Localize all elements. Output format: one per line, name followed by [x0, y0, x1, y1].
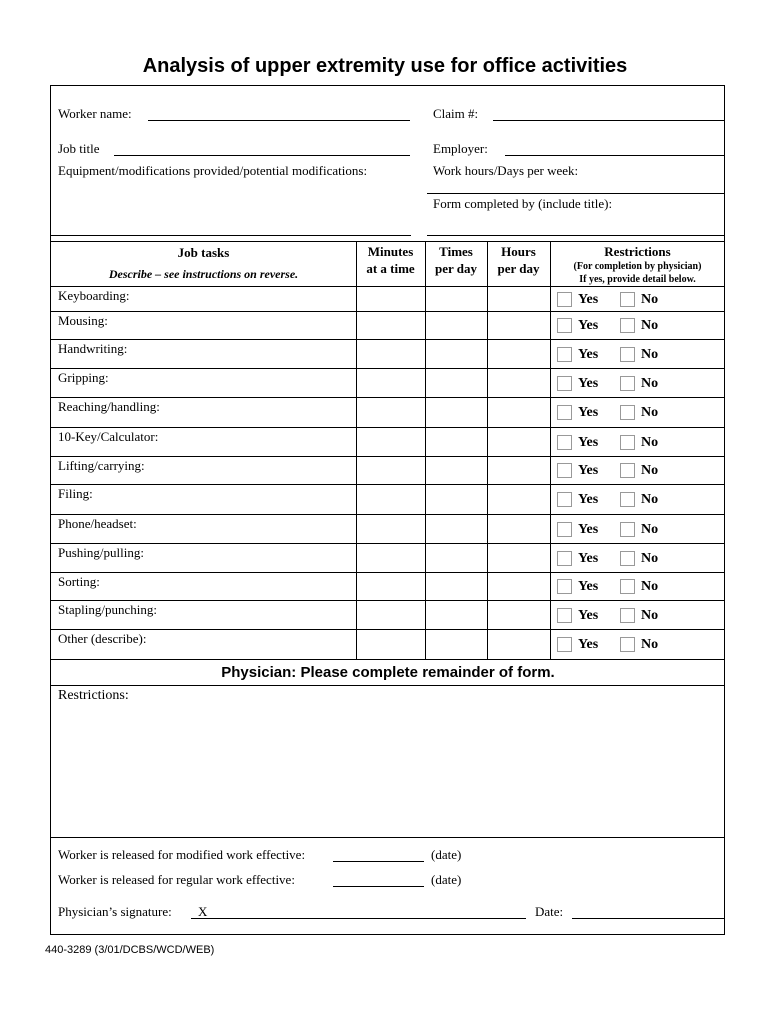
minutes-cell[interactable] — [357, 544, 425, 572]
yes-label: Yes — [578, 492, 599, 507]
table-row — [51, 629, 725, 659]
no-label: No — [641, 405, 659, 420]
hours-cell[interactable] — [488, 398, 550, 427]
table-row — [51, 368, 725, 397]
yes-checkbox[interactable] — [557, 463, 572, 478]
yes-checkbox[interactable] — [557, 579, 572, 594]
no-checkbox[interactable] — [620, 579, 635, 594]
times-cell[interactable] — [426, 457, 487, 484]
hours-cell[interactable] — [488, 428, 550, 456]
times-cell[interactable] — [426, 287, 487, 311]
minutes-cell[interactable] — [357, 457, 425, 484]
work-hours-field[interactable] — [427, 193, 725, 194]
form-frame — [50, 85, 725, 935]
no-checkbox[interactable] — [620, 292, 635, 307]
hours-cell[interactable] — [488, 601, 550, 629]
minutes-cell[interactable] — [357, 340, 425, 368]
table-row — [51, 484, 725, 514]
hours-cell[interactable] — [488, 573, 550, 600]
no-label: No — [641, 551, 659, 566]
times-cell[interactable] — [426, 515, 487, 543]
no-checkbox[interactable] — [620, 492, 635, 507]
claim-field[interactable] — [493, 120, 725, 121]
minutes-cell[interactable] — [357, 428, 425, 456]
employer-label: Employer: — [433, 141, 488, 156]
no-label: No — [641, 347, 659, 362]
hours-cell[interactable] — [488, 287, 550, 311]
no-checkbox[interactable] — [620, 463, 635, 478]
task-label: Filing: — [58, 486, 93, 501]
no-checkbox[interactable] — [620, 522, 635, 537]
table-bottom-border — [51, 659, 725, 660]
yes-checkbox[interactable] — [557, 492, 572, 507]
minutes-cell[interactable] — [357, 287, 425, 311]
times-cell[interactable] — [426, 312, 487, 339]
header-job-tasks-sub: Describe – see instructions on reverse. — [108, 267, 299, 281]
header-minutes: Minutes — [367, 244, 414, 259]
no-checkbox[interactable] — [620, 405, 635, 420]
times-cell[interactable] — [426, 573, 487, 600]
task-label: Pushing/pulling: — [58, 545, 144, 560]
times-cell[interactable] — [426, 340, 487, 368]
task-label: Sorting: — [58, 574, 100, 589]
header-hours-2: per day — [497, 261, 540, 276]
hours-cell[interactable] — [488, 544, 550, 572]
yes-label: Yes — [578, 637, 599, 652]
times-cell[interactable] — [426, 428, 487, 456]
regular-work-date-field[interactable] — [333, 886, 424, 887]
minutes-cell[interactable] — [357, 630, 425, 659]
yes-checkbox[interactable] — [557, 608, 572, 623]
header-hours: Hours — [501, 244, 536, 259]
hours-cell[interactable] — [488, 457, 550, 484]
header-restrictions: Restrictions — [604, 244, 671, 259]
task-label: Gripping: — [58, 370, 109, 385]
no-label: No — [641, 608, 659, 623]
no-checkbox[interactable] — [620, 637, 635, 652]
no-checkbox[interactable] — [620, 608, 635, 623]
task-label: Other (describe): — [58, 631, 147, 646]
table-row — [51, 397, 725, 427]
table-row — [51, 427, 725, 456]
yes-label: Yes — [578, 347, 599, 362]
yes-label: Yes — [578, 551, 599, 566]
no-label: No — [641, 376, 659, 391]
times-cell[interactable] — [426, 630, 487, 659]
minutes-cell[interactable] — [357, 515, 425, 543]
form-completed-field[interactable] — [427, 235, 725, 236]
regular-work-label: Worker is released for regular work effective: — [58, 872, 295, 887]
yes-label: Yes — [578, 435, 599, 450]
task-label: Keyboarding: — [58, 288, 130, 303]
header-restrictions-sub2: If yes, provide detail below. — [579, 274, 696, 285]
yes-checkbox[interactable] — [557, 435, 572, 450]
no-checkbox[interactable] — [620, 376, 635, 391]
task-label: Stapling/punching: — [58, 602, 157, 617]
minutes-cell[interactable] — [357, 485, 425, 514]
signature-field[interactable] — [191, 918, 526, 919]
yes-label: Yes — [578, 463, 599, 478]
hours-cell[interactable] — [488, 312, 550, 339]
yes-checkbox[interactable] — [557, 292, 572, 307]
yes-label: Yes — [578, 292, 599, 307]
header-minutes-2: at a time — [366, 261, 415, 276]
table-row — [51, 286, 725, 311]
modified-date-label: (date) — [431, 847, 462, 862]
work-hours-label: Work hours/Days per week: — [433, 163, 579, 178]
no-checkbox[interactable] — [620, 551, 635, 566]
header-job-tasks: Job tasks — [177, 245, 230, 260]
hours-cell[interactable] — [488, 515, 550, 543]
times-cell[interactable] — [426, 544, 487, 572]
times-cell[interactable] — [426, 485, 487, 514]
times-cell[interactable] — [426, 369, 487, 397]
modified-work-label: Worker is released for modified work effective: — [58, 847, 306, 862]
hours-cell[interactable] — [488, 630, 550, 659]
banner-divider — [51, 685, 725, 686]
minutes-cell[interactable] — [357, 312, 425, 339]
restrictions-divider — [51, 837, 725, 838]
physician-banner: Physician: Please complete remainder of form. — [221, 664, 555, 681]
no-label: No — [641, 435, 659, 450]
yes-checkbox[interactable] — [557, 318, 572, 333]
form-number: 440-3289 (3/01/DCBS/WCD/WEB) — [45, 944, 215, 956]
restrictions-area[interactable] — [51, 703, 725, 837]
times-cell[interactable] — [426, 601, 487, 629]
task-label: Reaching/handling: — [58, 399, 160, 414]
header-times-2: per day — [434, 261, 477, 276]
restrictions-label: Restrictions: — [58, 688, 129, 703]
date-field[interactable] — [572, 918, 725, 919]
no-label: No — [641, 463, 659, 478]
no-label: No — [641, 492, 659, 507]
form-completed-label: Form completed by (include title): — [433, 196, 613, 211]
no-label: No — [641, 318, 659, 333]
signature-label: Physician’s signature: — [58, 904, 172, 919]
no-checkbox[interactable] — [620, 435, 635, 450]
hours-cell[interactable] — [488, 340, 550, 368]
equipment-label: Equipment/modifications provided/potential modifications: — [58, 163, 368, 178]
claim-label: Claim #: — [433, 106, 479, 121]
regular-date-label: (date) — [431, 872, 462, 887]
minutes-cell[interactable] — [357, 573, 425, 600]
table-top-border — [51, 241, 725, 242]
table-row — [51, 572, 725, 600]
header-times: Times — [439, 244, 473, 259]
task-label: 10-Key/Calculator: — [58, 429, 159, 444]
hours-cell[interactable] — [488, 369, 550, 397]
yes-label: Yes — [578, 376, 599, 391]
no-label: No — [641, 522, 659, 537]
employer-field[interactable] — [505, 155, 725, 156]
times-cell[interactable] — [426, 398, 487, 427]
hours-cell[interactable] — [488, 485, 550, 514]
job-title-field[interactable] — [114, 155, 410, 156]
yes-label: Yes — [578, 579, 599, 594]
table-row — [51, 339, 725, 368]
table-row — [51, 514, 725, 543]
job-title-label: Job title — [58, 141, 100, 156]
signature-value: X — [198, 904, 208, 919]
no-label: No — [641, 579, 659, 594]
worker-name-label: Worker name: — [58, 106, 132, 121]
header-restrictions-sub: (For completion by physician) — [573, 261, 702, 272]
table-row — [51, 456, 725, 484]
yes-checkbox[interactable] — [557, 551, 572, 566]
date-label: Date: — [535, 904, 564, 919]
yes-label: Yes — [578, 405, 599, 420]
no-checkbox[interactable] — [620, 347, 635, 362]
task-label: Phone/headset: — [58, 516, 137, 531]
yes-checkbox[interactable] — [557, 376, 572, 391]
table-row — [51, 600, 725, 629]
minutes-cell[interactable] — [357, 369, 425, 397]
form-title: Analysis of upper extremity use for office activities — [142, 55, 628, 77]
no-label: No — [641, 292, 659, 307]
task-label: Mousing: — [58, 313, 108, 328]
table-row — [51, 543, 725, 572]
yes-label: Yes — [578, 522, 599, 537]
yes-label: Yes — [578, 318, 599, 333]
table-row — [51, 311, 725, 339]
worker-name-field[interactable] — [148, 120, 410, 121]
yes-label: Yes — [578, 608, 599, 623]
yes-checkbox[interactable] — [557, 347, 572, 362]
no-checkbox[interactable] — [620, 318, 635, 333]
task-label: Handwriting: — [58, 341, 128, 356]
yes-checkbox[interactable] — [557, 522, 572, 537]
minutes-cell[interactable] — [357, 398, 425, 427]
no-label: No — [641, 637, 659, 652]
minutes-cell[interactable] — [357, 601, 425, 629]
equipment-field[interactable] — [51, 235, 411, 236]
modified-work-date-field[interactable] — [333, 861, 424, 862]
yes-checkbox[interactable] — [557, 405, 572, 420]
task-label: Lifting/carrying: — [58, 458, 145, 473]
yes-checkbox[interactable] — [557, 637, 572, 652]
